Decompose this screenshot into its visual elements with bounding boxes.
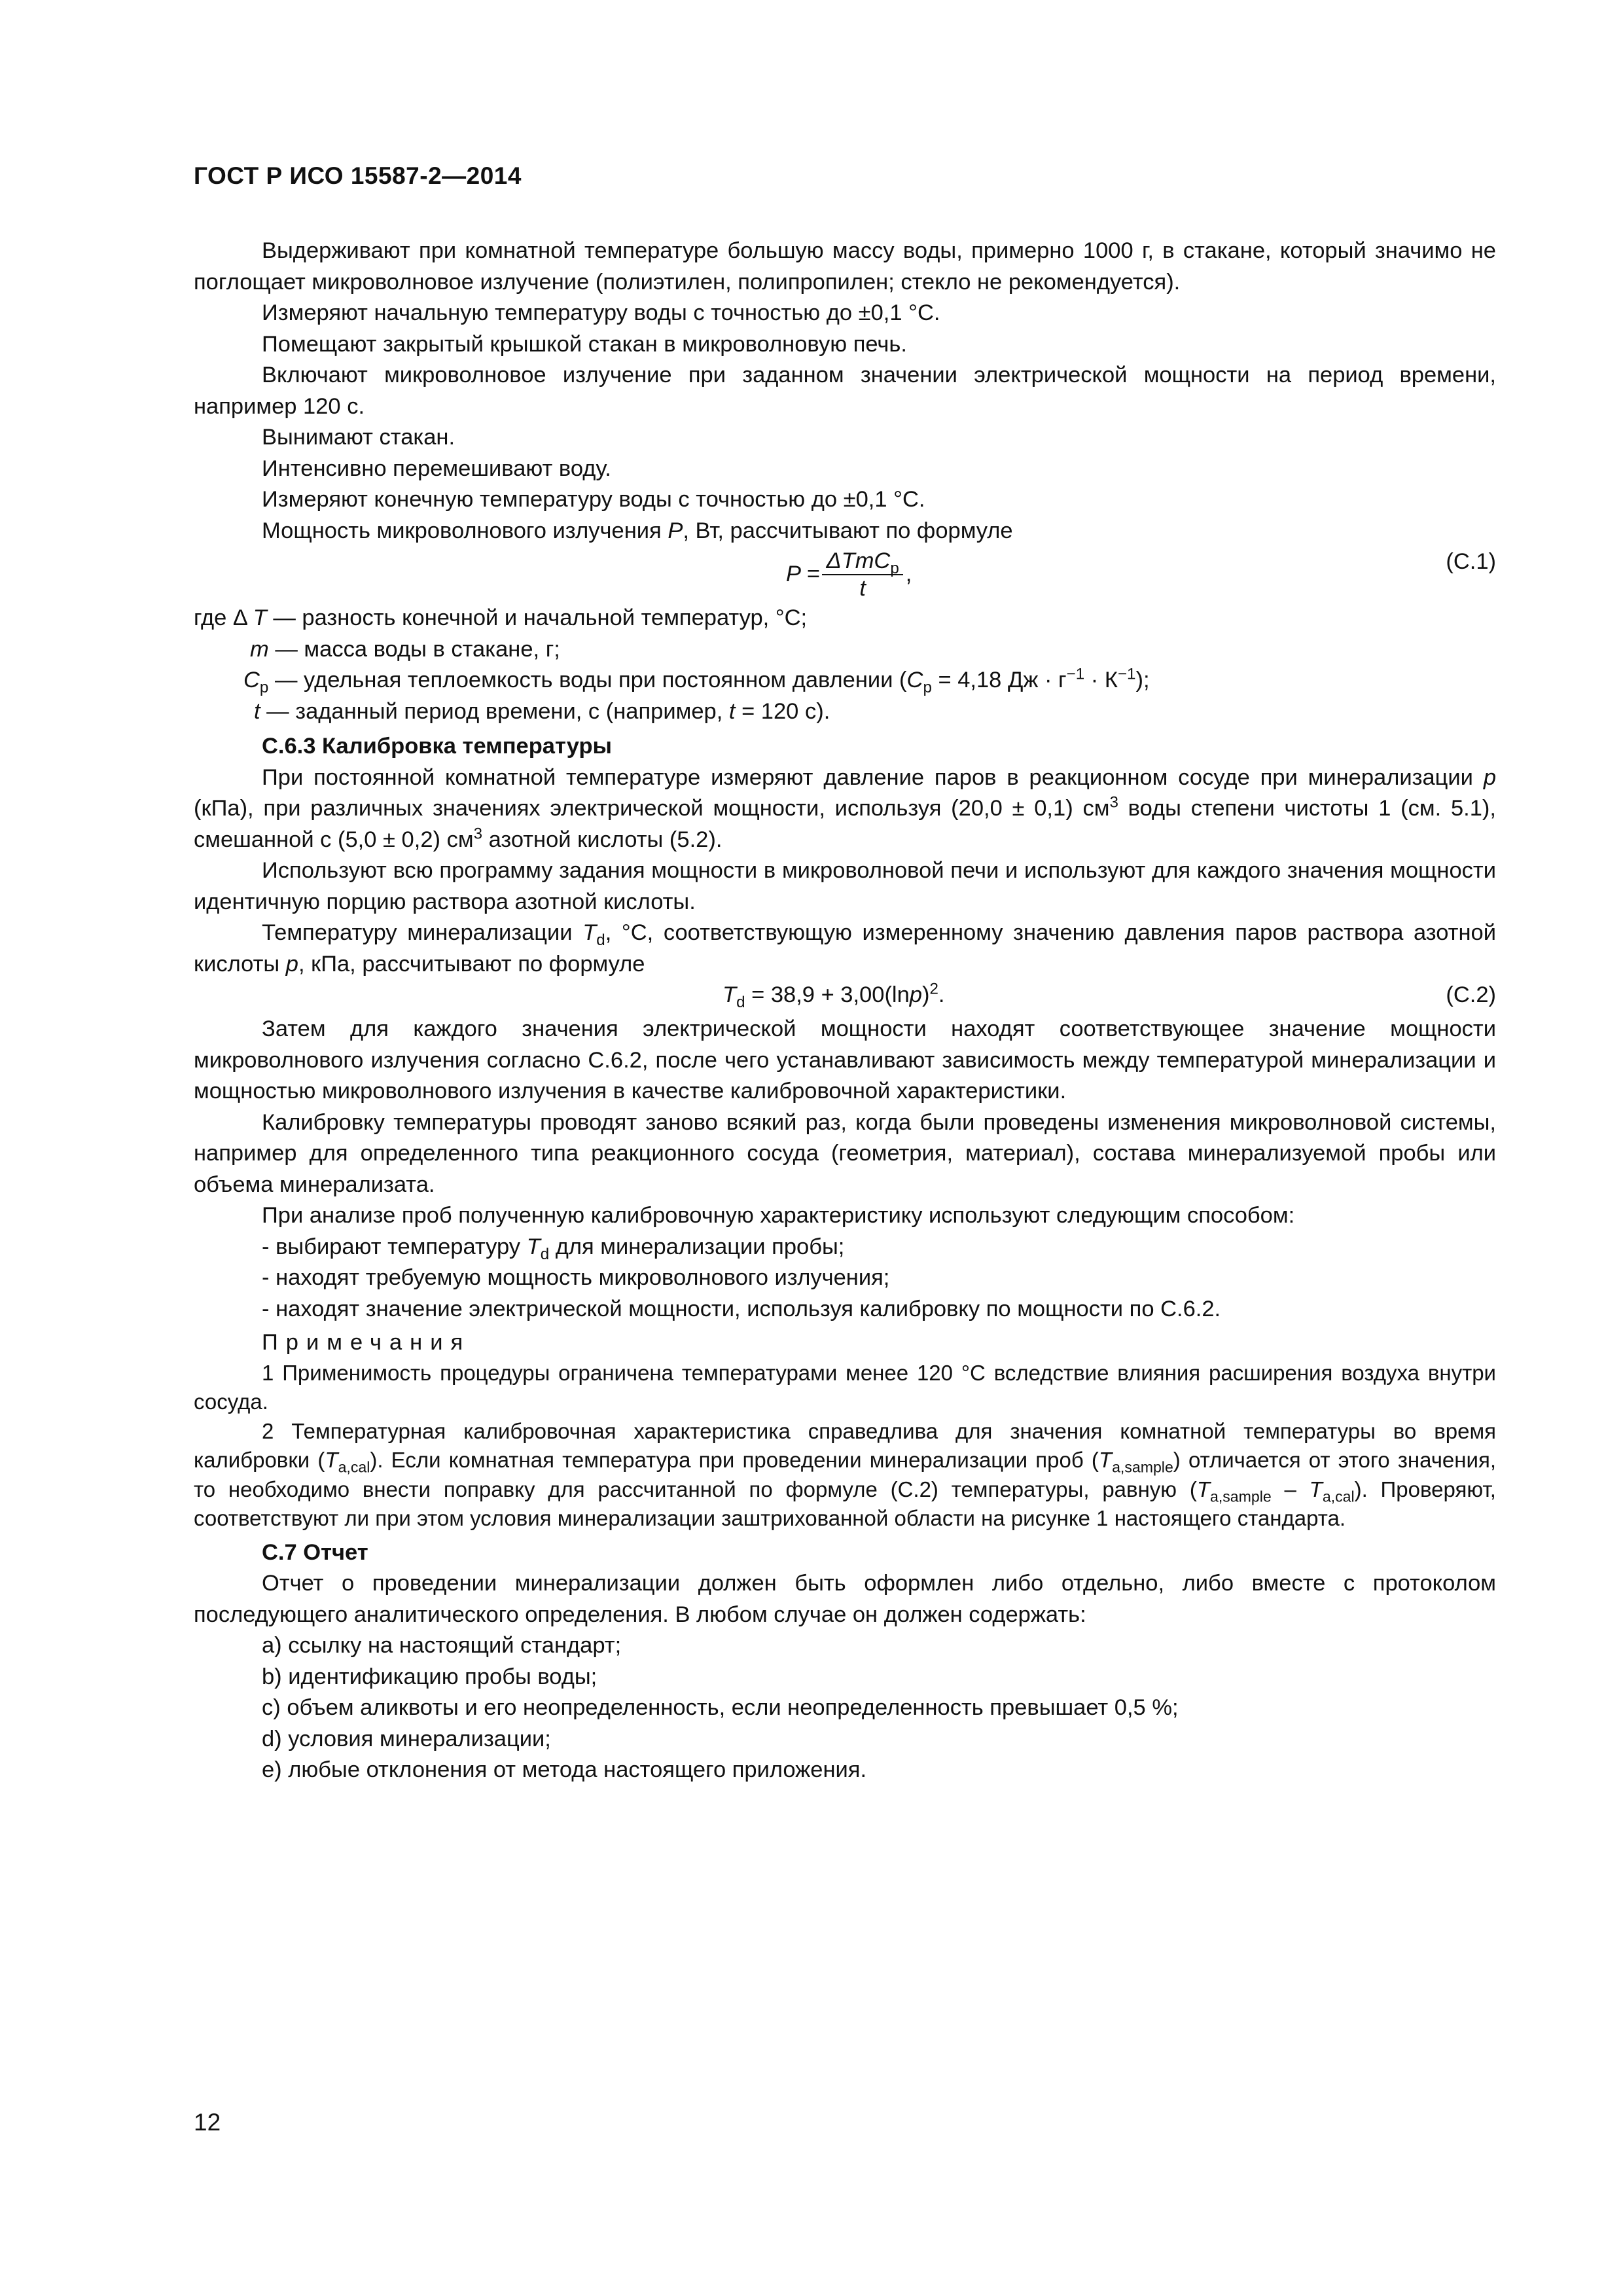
text: Мощность микроволнового излучения: [262, 518, 668, 543]
formula-expression: [722, 980, 945, 1011]
paragraph: При анализе проб полученную калибровочную характеристику используют следующим способом:: [262, 1203, 1295, 1228]
text: ). Проверяют, соответствуют ли при этом условия минерализации заштрихованной области на рисунке 1 настоящего стандарта.: [194, 1477, 1496, 1530]
text: ) отличается от этого значения, то необходимо внести поправку для рассчитанной по формуле (С.2) температуры, равную (: [194, 1448, 1496, 1501]
section-heading: С.7 Отчет: [262, 1539, 368, 1565]
text: = 4,18 Дж · г: [931, 668, 1067, 692]
fraction: [822, 548, 902, 601]
text: = 120 с).: [735, 698, 830, 724]
symbol: t: [728, 698, 736, 724]
text: Температуру минерализации: [262, 920, 583, 945]
document-header: ГОСТ Р ИСО 15587-2—2014: [194, 162, 522, 189]
list-item: [194, 1232, 1496, 1263]
symbol: T: [582, 920, 597, 945]
superscript: −1: [1066, 665, 1085, 683]
symbol: P: [668, 518, 683, 543]
variable-definitions: [194, 603, 1496, 727]
paragraph: Интенсивно перемешивают воду.: [262, 456, 611, 481]
subscript: p: [890, 559, 899, 577]
note: [194, 1417, 1496, 1534]
text: - выбирают температуру: [262, 1234, 527, 1259]
symbol: t: [254, 698, 260, 724]
text: — удельная теплоемкость воды при постоянном давлении (: [268, 668, 907, 692]
definition-row: [194, 696, 1496, 728]
paragraph: Измеряют конечную температуру воды с точностью до ±0,1 °С.: [262, 487, 925, 512]
formula-tail: ,: [905, 562, 912, 587]
definition-row: [194, 665, 1496, 696]
text: .: [938, 982, 945, 1007]
equation-number: (С.2): [1446, 982, 1496, 1007]
list-item: d) условия минерализации;: [262, 1726, 551, 1751]
fraction-numerator: [822, 548, 902, 575]
note: 1 Применимость процедуры ограничена температурами менее 120 °С вследствие влияния расширения воздуха внутри сосуда.: [194, 1360, 1496, 1414]
page-number: 12: [194, 2109, 221, 2136]
fraction-denominator: t: [859, 576, 866, 601]
list-item: a) ссылку на настоящий стандарт;: [262, 1633, 622, 1658]
formula-lhs: P =: [786, 562, 820, 587]
text: (кПа), при различных значениях электрической мощности, используя (20,0 ± 0,1) см: [194, 796, 1110, 821]
superscript: −1: [1117, 665, 1136, 683]
text: воды степени чистоты 1 (см. 5.1), смешанной с (5,0 ± 0,2) см: [194, 796, 1497, 852]
paragraph: Затем для каждого значения электрической мощности находят соответствующее значение мощности микроволнового излучения согласно С.6.2, после чего устанавливают зависимость между температурой минерализации и мощностью микроволнового излучения в качестве калибровочной характеристики.: [194, 1016, 1496, 1103]
superscript: 2: [929, 980, 938, 998]
paragraph: [194, 918, 1496, 980]
subscript: d: [736, 993, 745, 1011]
superscript: 3: [1109, 793, 1118, 812]
paragraph: Включают микроволновое излучение при заданном значении электрической мощности на период времени, например 120 с.: [194, 363, 1496, 419]
text: При постоянной комнатной температуре измеряют давление паров в реакционном сосуде при минерализации: [262, 764, 1484, 790]
subscript: a,sample: [1112, 1458, 1173, 1476]
symbol: T: [1309, 1477, 1323, 1501]
section-heading: С.6.3 Калибровка температуры: [262, 734, 613, 759]
symbol: p: [285, 951, 298, 977]
numerator-text: ΔTmC: [826, 548, 891, 573]
symbol: p: [909, 982, 922, 1007]
subscript: d: [596, 931, 605, 949]
subscript: a,cal: [338, 1458, 370, 1476]
paragraph: Используют всю программу задания мощности в микроволновой печи и используют для каждого значения мощности идентичную порцию раствора азотной кислоты.: [194, 858, 1496, 914]
superscript: 3: [473, 825, 482, 842]
text: для минерализации пробы;: [549, 1234, 845, 1259]
text: ): [921, 982, 930, 1007]
text: = 38,9 + 3,00(ln: [745, 982, 910, 1007]
subscript: d: [540, 1245, 550, 1263]
text: , Вт, рассчитывают по формуле: [683, 518, 1013, 543]
symbol: T: [526, 1234, 541, 1259]
symbol: m: [250, 636, 269, 662]
paragraph: [194, 516, 1496, 547]
formula-c1: [194, 547, 1496, 603]
subscript: a,sample: [1209, 1488, 1272, 1505]
symbol: T: [1196, 1477, 1210, 1501]
text: · К: [1084, 668, 1118, 692]
paragraph: [194, 762, 1496, 856]
list-item: c) объем аликвоты и его неопределенность, если неопределенность превышает 0,5 %;: [262, 1695, 1179, 1720]
text: — масса воды в стакане, г;: [268, 636, 560, 662]
text: 2 Температурная калибровочная характеристика справедлива для значения комнатной температуры во время калибровки (: [194, 1418, 1496, 1472]
list-item: e) любые отклонения от метода настоящего приложения.: [262, 1757, 867, 1782]
definition-row: [194, 634, 1496, 666]
equation-number: (С.1): [1446, 549, 1496, 574]
list-item: - находят значение электрической мощности, используя калибровку по мощности по С.6.2.: [262, 1296, 1221, 1321]
symbol: C: [906, 668, 923, 692]
symbol: T: [722, 982, 737, 1007]
subscript: a,cal: [1322, 1488, 1355, 1505]
text: — заданный период времени, с (например,: [260, 698, 729, 724]
symbol: T: [325, 1448, 338, 1472]
symbol: T: [253, 605, 267, 630]
document-body: [194, 236, 1496, 1786]
text: , кПа, рассчитывают по формуле: [298, 951, 645, 977]
definition-row: [194, 603, 1496, 634]
paragraph: Вынимают стакан.: [262, 425, 455, 450]
subscript: p: [923, 678, 932, 696]
symbol: T: [1098, 1448, 1113, 1472]
subscript: p: [259, 678, 269, 696]
text: –: [1271, 1477, 1310, 1501]
notes-title: Примечания: [262, 1330, 471, 1355]
paragraph: Помещают закрытый крышкой стакан в микроволновую печь.: [262, 331, 907, 357]
list-item: b) идентификацию пробы воды;: [262, 1664, 597, 1689]
symbol: p: [1483, 764, 1496, 790]
paragraph: Выдерживают при комнатной температуре большую массу воды, примерно 1000 г, в стакане, который значимо не поглощает микроволновое излучение (полиэтилен, полипропилен; стекло не рекомендуется).: [194, 238, 1496, 295]
formula-c2: [194, 980, 1496, 1014]
text: где Δ: [194, 605, 253, 630]
symbol: C: [243, 668, 260, 692]
text: , °С, соответствующую измеренному значению давления паров раствора азотной кислоты: [194, 920, 1496, 977]
text: азотной кислоты (5.2).: [482, 827, 722, 852]
list-item: - находят требуемую мощность микроволнового излучения;: [262, 1265, 890, 1290]
formula-expression: [786, 547, 912, 603]
paragraph: Калибровку температуры проводят заново всякий раз, когда были проведены изменения микроволновой системы, например для определенного типа реакционного сосуда (геометрия, материал), состава минерализуемой пробы или объема минерализата.: [194, 1109, 1496, 1197]
text: );: [1135, 668, 1150, 692]
paragraph: Измеряют начальную температуру воды с точностью до ±0,1 °С.: [262, 300, 940, 325]
text: ). Если комнатная температура при проведении минерализации проб (: [370, 1448, 1099, 1472]
paragraph: Отчет о проведении минерализации должен быть оформлен либо отдельно, либо вместе с протоколом последующего аналитического определения. В любом случае он должен содержать:: [194, 1571, 1496, 1627]
text: — разность конечной и начальной температур, °С;: [266, 605, 808, 630]
